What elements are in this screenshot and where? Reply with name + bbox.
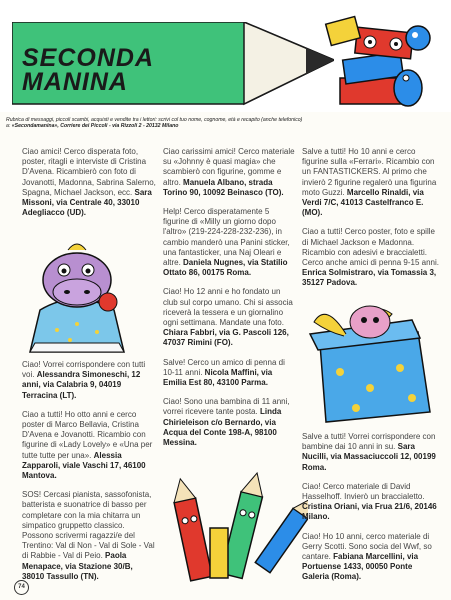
letter: Help! Cerco disperatamente 5 figurine di «Milly un giorno dopo l'altro» (219-224-228-232-236), in cambio manderò una Panini sticker, una fantasticker, una Naj Oleari e altre. Daniela Nugnes, via Statilio Ottato 86, 00175 Roma. — [163, 207, 290, 278]
column-1-bottom — [22, 360, 156, 591]
column-1-top — [22, 147, 156, 227]
hippo-girl-illustration — [22, 240, 132, 358]
cassette-mascot-illustration — [318, 8, 442, 112]
rubric-description: Rubrica di messaggi, piccoli scambi, acquisti e vendite tra i lettori: scrivi col tuo nome, cognome, età e recapito (anche telefonico) a: «Secondamanina», Corriere dei Piccoli - via Rizzoli 2 - 20132 Milano — [6, 117, 303, 130]
column-2 — [163, 147, 297, 457]
letter: Ciao! Sono una bambina di 11 anni, vorrei ricevere tante posta. Linda Chirieleison c/o Bernardo, via Acqua del Conte 198-A, 98100 Messina. — [163, 397, 290, 448]
column-3-bottom — [302, 432, 440, 592]
gift-box-illustration — [300, 292, 446, 428]
letter: Ciao a tutti! Cerco poster, foto e spille di Michael Jackson e Madonna. Ricambio con adesivi e braccialetti. Cerco anche amici di penna 9-15 anni. Enrica Solmistraro, via Tomassia 3, 35127 Padova. — [302, 227, 439, 288]
pencils-illustration — [160, 468, 308, 586]
page-number: 74 — [14, 580, 29, 595]
letter: Salve! Cerco un amico di penna di 10-11 anni. Nicola Maffini, via Emilia Est 80, 43100 Parma. — [163, 357, 285, 388]
letter: Ciao! Ho 10 anni, cerco materiale di Gerry Scotti. Sono socia del Wwf, so cantare. Fabiana Marcellini, via Portuense 1433, 00050 Ponte Galeria (Roma). — [302, 531, 432, 582]
letter: Ciao amici! Cerco disperata foto, poster, ritagli e interviste di Cristina D'Avena. Ricambierò con foto di Jovanotti, Madonna, Sabrina Salerno, Spagna, Michael Jackson, ecc. Sara Missoni, via Centrale 40, 33010 Adegliacco (UD). — [22, 147, 156, 218]
page-title: SECONDA MANINA — [22, 44, 155, 96]
letter: Ciao! Ho 12 anni e ho fondato un club sul corpo umano. Chi si associa riceverà la tessera e un giornalino ogni settimana. Mandate una foto. Chiara Fabbri, via G. Pascoli 126, 47037 Rimini (FO). — [163, 287, 293, 348]
letter: Salve a tutti! Vorrei corrispondere con bambine dai 10 anni in su. Sara Nucilli, via Massaciuccoli 12, 00199 Roma. — [302, 432, 436, 472]
letter: Ciao! Cerco materiale di David Hasselhoff. Invierò un braccialetto. Cristina Oriani, via Frua 21/6, 20146 Milano. — [302, 481, 437, 522]
letter: Ciao carissimi amici! Cerco materiale su «Johnny è quasi magia» che scambierò con figurine, gomme e altro. Manuela Albano, strada Torino 90, 10092 Beinasco (TO). — [163, 147, 295, 197]
letter: Ciao a tutti! Ho otto anni e cerco poster di Marco Bellavia, Cristina D'Avena e Jovanotti. Ricambio con figurine di «Lady Lovely» e «Una per tutte tutte per una». Alessia Zapparoli, viale Vaschi 17, 46100 Mantova. — [22, 409, 153, 481]
column-3-top — [302, 147, 440, 298]
letter: Ciao! Vorrei corrispondere con tutti voi. Alessandra Simoneschi, 12 anni, via Calabria 9, 04019 Terracina (LT). — [22, 360, 146, 400]
letter: Salve a tutti! Ho 10 anni e cerco figurine sulla «Ferrari». Ricambio con un FANTASTICKERS. Al primo che invierò 2 figurine regalerò una figurina moto Guzzi. Marcello Rinaldi, via Verdi 7/C, 41013 Castelfranco E. (MO). — [302, 147, 437, 218]
letter: SOS! Cercasi pianista, sassofonista, batterista e suonatrice di basso per completare con la mia chitarra un simpatico gruppetto classico. Possono scrivermi ragazzi/e del Trentino: Val di Non - Val di Sole - Val di Rabbie - Val di Peio. Paola Menapace, via Stazione 30/B, 38010 Tassullo (TN). — [22, 490, 155, 581]
